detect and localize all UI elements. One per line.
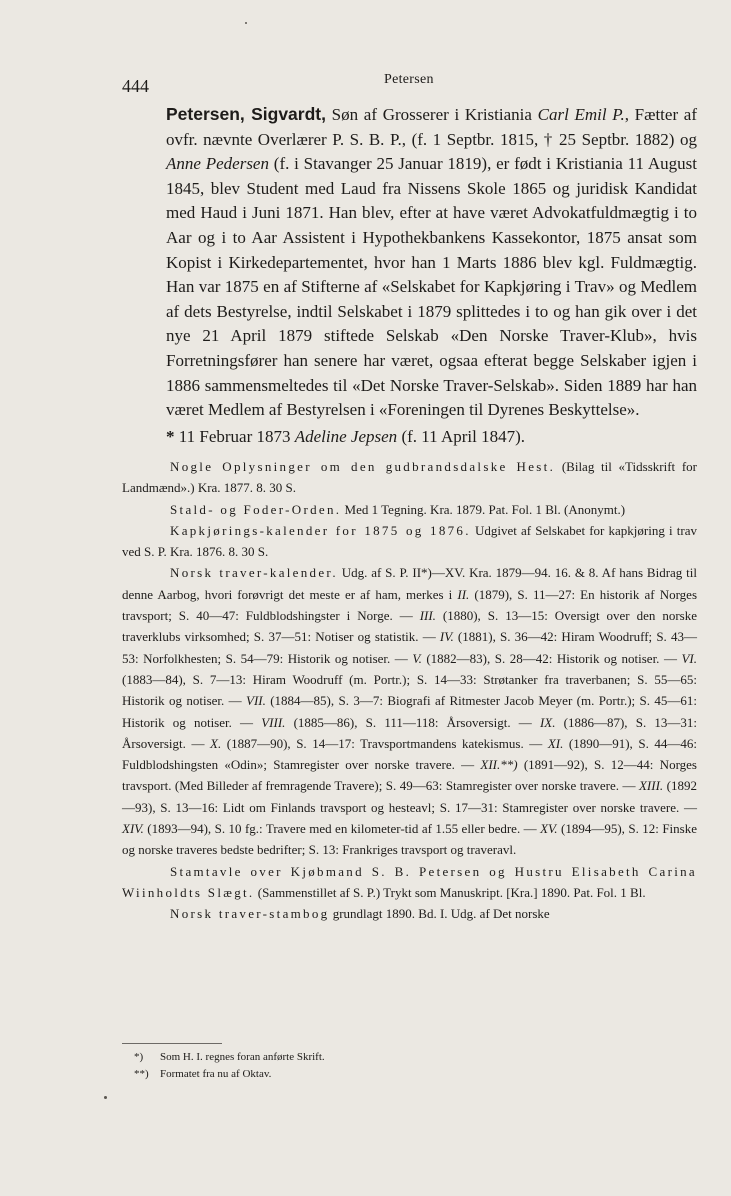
bibliography-entry (122, 861, 697, 904)
volume-contents: (1881), S. 36—42: Hiram Woodruff; S. 43—53: Norfolkhesten; S. 54—79: Historik og notiser. — (122, 629, 697, 666)
volume-label: XIII. (638, 778, 664, 794)
bibliography-details: Med 1 Tegning. Kra. 1879. Pat. Fol. 1 Bl. (Anonymt.) (341, 501, 626, 517)
running-title: Petersen (384, 72, 434, 87)
volume-label: IV. (439, 629, 454, 645)
marriage-line (122, 425, 697, 450)
footnote (134, 1066, 694, 1083)
volume-contents: (1880), S. 13—15: Oversigt over den norske traverklubs virksomhed; S. 37—51: Notiser og statistik. — (122, 608, 697, 645)
bibliography-details: (Bilag til «Tidsskrift for Landmænd».) Kra. 1877. 8. 30 S. (122, 459, 697, 496)
entry-name: Petersen, Sigvardt, (166, 104, 326, 124)
entry-intro: Søn af Grosserer i Kristiania (325, 105, 538, 124)
volume-label: III. (419, 608, 436, 624)
paper-speck (104, 1096, 107, 1099)
bibliography (122, 456, 697, 925)
volume-contents: (1887—90), S. 14—17: Travsportmandens katekismus. — (221, 735, 548, 751)
volume-contents: (1884—85), S. 3—7: Biografi af Ritmester Jacob Meyer (m. Portr.); S. 45—61: Historik og notiser. — (122, 693, 697, 730)
bibliography-title: Kapkjørings-kalender for 1875 og 1876. (170, 522, 471, 538)
volume-contents: (1886—87), S. 13—31: Årsoversigt. — (122, 714, 697, 751)
father-suffix: , (624, 105, 629, 124)
footnote (134, 1049, 694, 1066)
bibliography-title: Norsk traver-stambog (170, 906, 330, 922)
marriage-symbol: * (166, 426, 175, 446)
volume-label: XIV. (122, 821, 144, 837)
bibliography-details: Udgivet af Selskabet for kapkjøring i trav ved S. P. Kra. 1876. 8. 30 S. (122, 522, 697, 560)
entry-family: Fætter af ovfr. nævnte Overlærer P. S. B. P., (f. 1 Septbr. 1815, † 25 Septbr. 1882) og (166, 105, 697, 149)
footnote-rule (122, 1043, 222, 1044)
volume-contents: (1890—91), S. 44—46: Fuldblodshingsten «Odin»; Stamregister over norske travere. — (122, 735, 697, 773)
bibliography-title: Stamtavle over Kjøbmand S. B. Petersen og Hustru Elisabeth Carina Wiinholdts Slægt. (122, 863, 697, 900)
volume-label: VII. (246, 693, 266, 709)
bibliography-title: Nogle Oplysninger om den gudbrandsdalske Hest. (170, 459, 556, 474)
father-name: Carl Emil P. (537, 105, 625, 124)
volume-label: XII.**) (480, 757, 518, 773)
volume-contents: (1892—93), S. 13—16: Lidt om Finlands travsport og hesteavl; S. 17—31: Stamregister over norske travere. — (122, 778, 697, 815)
traver-kalender-entry (122, 562, 697, 860)
volume-contents: (1891—92), S. 12—44: Norges travsport. (Med Billeder af fremragende Travere); S. 49—63: Stamregister over norske travere. — (122, 757, 697, 794)
bibliography-entry (122, 499, 697, 520)
volume-label: IX. (539, 714, 556, 730)
wife-name: Adeline Jepsen (294, 426, 398, 446)
page-header (122, 72, 702, 102)
volume-label: II. (457, 586, 470, 602)
volume-contents: (1893—94), S. 10 fg.: Travere med en kilometer-tid af 1.55 eller bedre. — (143, 821, 541, 837)
biography-entry (122, 102, 697, 449)
footnote-text: Formatet fra nu af Oktav. (160, 1068, 272, 1080)
bibliography-entry (122, 520, 697, 563)
volume-contents: (1883—84), S. 7—13: Hiram Woodruff (m. Portr.); S. 14—33: Strøtanker fra traverbanen; S. 55—65: Historik og notiser. — (122, 671, 697, 709)
volume-label: XV. (540, 821, 558, 837)
volume-label: V. (412, 650, 422, 666)
bibliography-entry (122, 456, 697, 499)
volume-contents: (1879), S. 11—27: En historik af Norges travsport; S. 40—47: Fuldblodshingster i Norge. — (122, 586, 698, 624)
bibliography-title: Norsk traver-kalender. (170, 565, 338, 581)
paper-speck (245, 22, 247, 24)
wife-birth: (f. 11 April 1847). (397, 426, 525, 446)
volume-contents: (1882—83), S. 28—42: Historik og notiser. — (421, 650, 682, 666)
footnotes (134, 1049, 694, 1083)
volume-label: VI. (681, 650, 697, 666)
bibliography-details: (Sammenstillet af S. P.) Trykt som Manuskript. [Kra.] 1890. Pat. Fol. 1 Bl. (254, 884, 646, 900)
volume-label: VIII. (261, 714, 286, 730)
bibliography-title: Stald- og Foder-Orden. (170, 501, 342, 517)
volume-contents: (1894—95), S. 12: Finske og norske traveres bedste bedrifter; S. 13: Frankriges travsport og traveravl. (122, 821, 697, 858)
volume-contents: (1885—86), S. 111—118: Årsoversigt. — (285, 714, 540, 730)
volume-label: X. (210, 735, 222, 751)
bibliography-entry (122, 903, 697, 924)
footnote-mark: **) (134, 1068, 149, 1080)
footnote-text: Som H. I. regnes foran anførte Skrift. (160, 1051, 325, 1063)
biography-paragraph (122, 102, 697, 423)
mother-name: Anne Pedersen (166, 154, 269, 174)
footnote-mark: *) (134, 1051, 144, 1063)
bibliography-details: Udg. af S. P. II*)—XV. Kra. 1879—94. 16. & 8. Af hans Bidrag til denne Aarbog, hvori forøvrigt det meste er af ham, merkes i (122, 565, 697, 602)
page-number: 444 (122, 76, 149, 96)
bibliography-details: grundlagt 1890. Bd. I. Udg. af Det norske (329, 906, 550, 922)
volume-label: XI. (547, 735, 564, 751)
marriage-date: 11 Februar 1873 (174, 426, 295, 446)
entry-body: (f. i Stavanger 25 Januar 1819), er født i Kristiania 11 August 1845, blev Student med Laud fra Nissens Skole 1865 og juridisk Kandidat med Haud i Juni 1871. Han blev, efter at have været Advokatfuldmægtig i to Aar og i to Aar Assistent i Hypothekbankens Kassekontor, 1875 ansat som Kopist i Kirkedepartementet, hvor han 1 Marts 1886 blev kgl. Fuldmægtig. Han var 1875 en af Stifterne af «Selskabet for Kapkjøring i Trav» og Medlem af dets Bestyrelse, indtil Selskabet i 1879 splittedes i to og han gik over i det nye 21 April 1879 stiftede Selskab «Den Norske Traver-Klub», hvis Forretningsfører han senere har været, ogsaa efterat begge Selskaber igjen i 1886 sammensmeltedes til «Det Norske Traver-Selskab». Siden 1889 har han været Medlem af Bestyrelsen i «Foreningen til Dyrenes Beskyttelse». (166, 154, 697, 420)
